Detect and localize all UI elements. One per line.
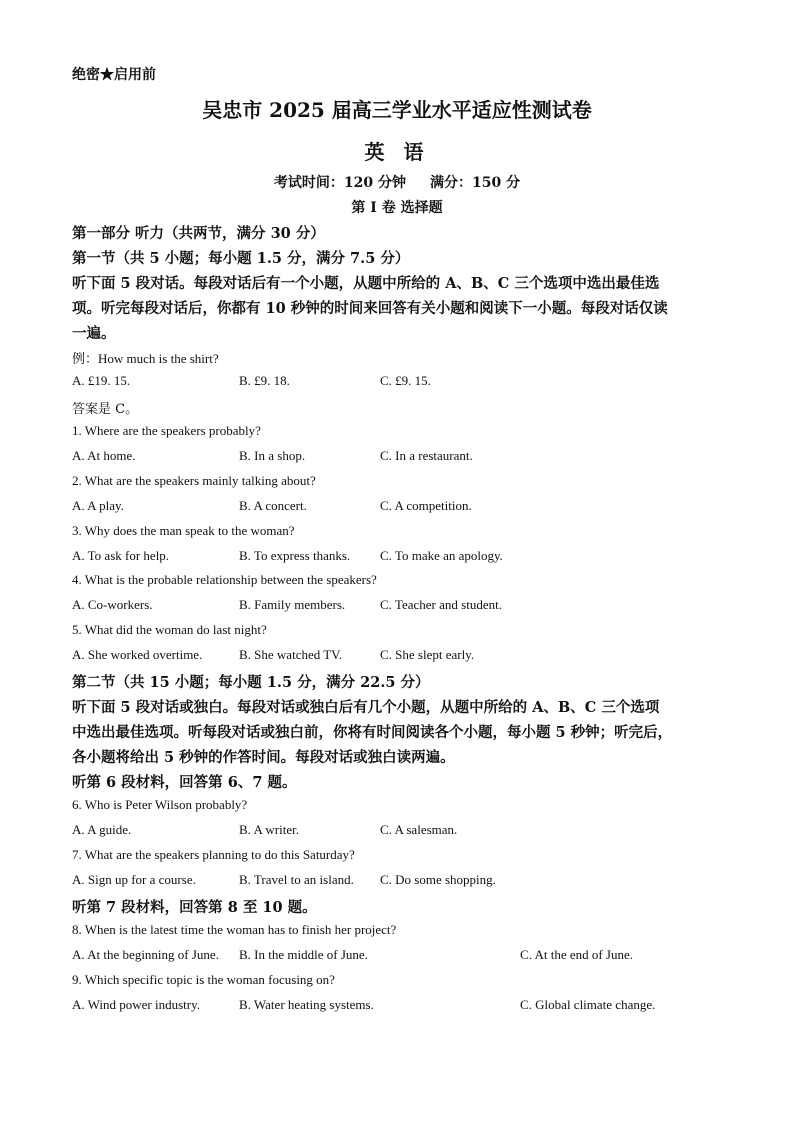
- option-c: C. Global climate change.: [520, 997, 656, 1012]
- option-c: C. A competition.: [380, 498, 472, 513]
- exam-time: 考试时间：120 分钟: [273, 175, 406, 191]
- option-c: C. To make an apology.: [380, 548, 503, 563]
- section1-instruction-line-2: 项。听完每段对话后，你都有 10 秒钟的时间来回答有关小题和阅读下一小题。每段对话仅读: [72, 300, 668, 317]
- option-a: A. A play.: [72, 498, 124, 513]
- question-1: 1. Where are the speakers probably?: [72, 423, 261, 438]
- option-b: B. Travel to an island.: [239, 872, 354, 887]
- example-question: 例：How much is the shirt?: [72, 351, 219, 366]
- material-7-heading: 听第 7 段材料，回答第 8 至 10 题。: [72, 899, 317, 916]
- option-a: A. At home.: [72, 448, 136, 463]
- option-b: B. In the middle of June.: [239, 947, 368, 962]
- option-b: B. A concert.: [239, 498, 307, 513]
- section1-instruction-line-1: 听下面 5 段对话。每段对话后有一个小题，从题中所给的 A、B、C 三个选项中选出最佳选: [72, 275, 660, 292]
- option-a: A. Sign up for a course.: [72, 872, 196, 887]
- option-c: C. A salesman.: [380, 822, 458, 837]
- section2-heading: 第二节（共 15 小题；每小题 1.5 分，满分 22.5 分）: [72, 674, 430, 691]
- question-8: 8. When is the latest time the woman has to finish her project?: [72, 922, 397, 937]
- question-6: 6. Who is Peter Wilson probably?: [72, 797, 248, 812]
- option-a: A. Wind power industry.: [72, 997, 201, 1012]
- material-6-heading: 听第 6 段材料，回答第 6、7 题。: [72, 774, 297, 791]
- full-score: 满分：150 分: [430, 175, 521, 191]
- option-a: A. To ask for help.: [72, 548, 170, 563]
- option-b: B. To express thanks.: [239, 548, 351, 563]
- section2-instruction-line-3: 各小题将给出 5 秒钟的作答时间。每段对话或独白读两遍。: [72, 749, 455, 766]
- confidential-mark: 绝密★启用前: [72, 67, 156, 83]
- option-a: A. At the beginning of June.: [72, 947, 219, 962]
- option-a: A. She worked overtime.: [72, 647, 203, 662]
- option-b: B. In a shop.: [239, 448, 306, 463]
- option-a: A. A guide.: [72, 822, 132, 837]
- option-c: C. At the end of June.: [520, 947, 634, 962]
- part1-heading: 第一部分 听力（共两节，满分 30 分）: [72, 225, 325, 242]
- option-c: C. Do some shopping.: [380, 872, 496, 887]
- option-a: A. £19. 15.: [72, 373, 131, 388]
- question-2: 2. What are the speakers mainly talking about?: [72, 473, 316, 488]
- option-c: C. She slept early.: [380, 647, 475, 662]
- section2-instruction-line-1: 听下面 5 段对话或独白。每段对话或独白后有几个小题，从题中所给的 A、B、C 三个选项: [72, 699, 660, 716]
- subject-title: 英 语: [364, 140, 430, 164]
- question-5: 5. What did the woman do last night?: [72, 622, 267, 637]
- exam-title: 吴忠市 2025 届高三学业水平适应性测试卷: [202, 98, 592, 122]
- section1-instruction-line-3: 一遍。: [72, 325, 116, 342]
- option-b: B. She watched TV.: [239, 647, 343, 662]
- option-b: B. Family members.: [239, 597, 346, 612]
- section1-heading: 第一节（共 5 小题；每小题 1.5 分，满分 7.5 分）: [72, 250, 410, 267]
- option-b: B. Water heating systems.: [239, 997, 374, 1012]
- option-b: B. A writer.: [239, 822, 299, 837]
- volume-title: 第 I 卷 选择题: [351, 200, 443, 216]
- option-a: A. Co-workers.: [72, 597, 153, 612]
- option-b: B. £9. 18.: [239, 373, 290, 388]
- option-c: C. In a restaurant.: [380, 448, 473, 463]
- option-c: C. £9. 15.: [380, 373, 431, 388]
- section2-instruction-line-2: 中选出最佳选项。听每段对话或独白前，你将有时间阅读各个小题，每小题 5 秒钟；听完后，: [72, 724, 673, 741]
- question-9: 9. Which specific topic is the woman focusing on?: [72, 972, 335, 987]
- example-answer: 答案是 C。: [72, 402, 139, 417]
- question-7: 7. What are the speakers planning to do this Saturday?: [72, 847, 355, 862]
- option-c: C. Teacher and student.: [380, 597, 502, 612]
- question-3: 3. Why does the man speak to the woman?: [72, 523, 295, 538]
- question-4: 4. What is the probable relationship between the speakers?: [72, 572, 377, 587]
- exam-info: [0, 172, 794, 192]
